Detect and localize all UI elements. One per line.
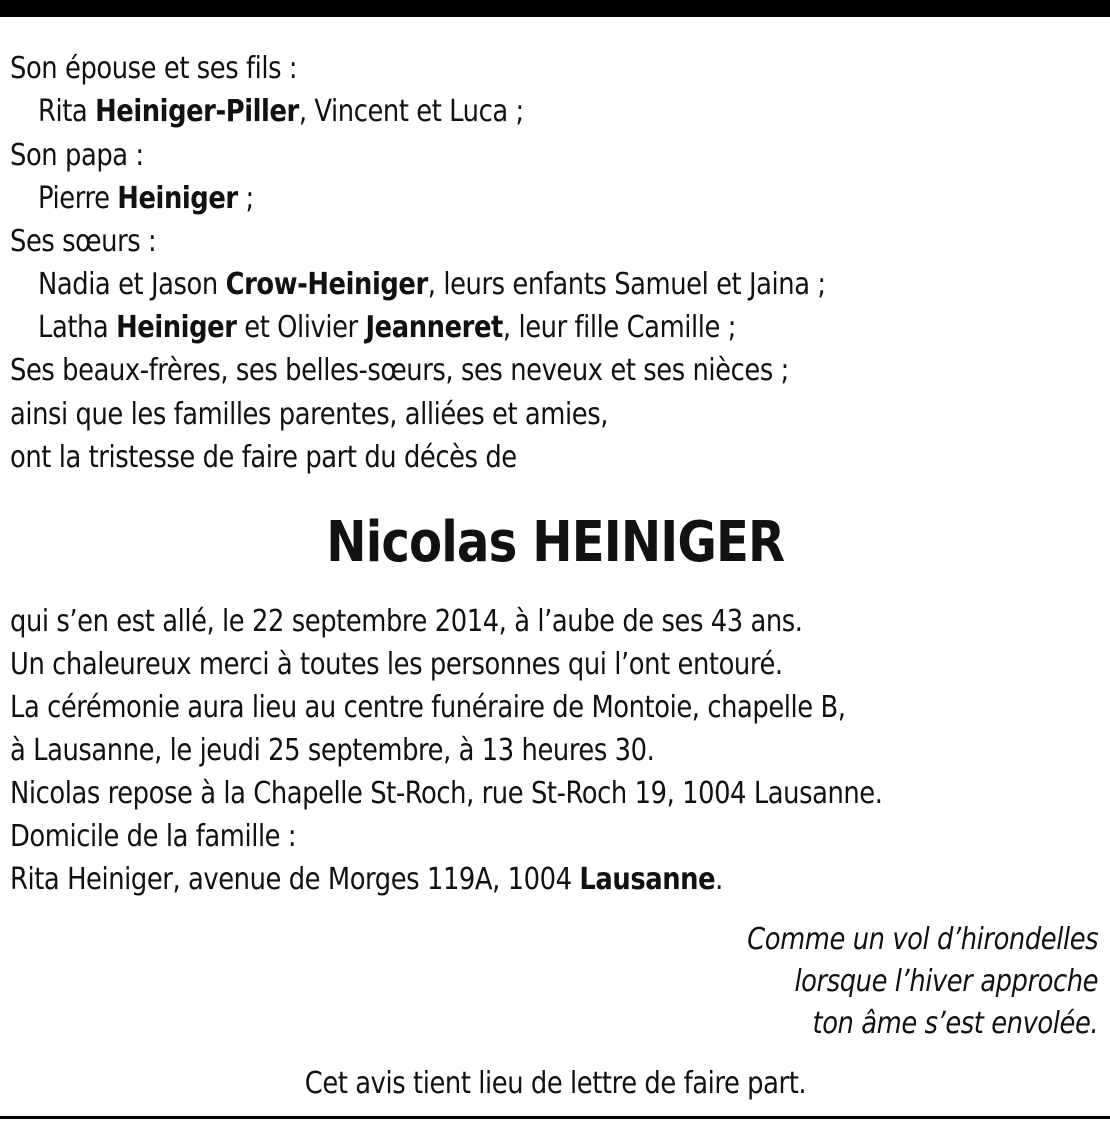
- sisters-heading: Ses sœurs :: [10, 224, 157, 259]
- bottom-rule: [0, 1116, 1110, 1119]
- father-line: [38, 181, 254, 217]
- wife-heading: Son épouse et ses fils :: [10, 51, 298, 86]
- sister2-line: [38, 310, 736, 346]
- closing-note: [0, 1066, 1110, 1102]
- deceased-name: [0, 508, 1110, 578]
- sister1-first: Nadia et Jason: [38, 267, 218, 302]
- families-line: ainsi que les familles parentes, alliées et amies,: [10, 397, 608, 432]
- announce-line: ont la tristesse de faire part du décès de: [10, 440, 517, 475]
- address-city: Lausanne: [579, 862, 716, 897]
- sister1-line: [38, 267, 826, 303]
- poem-line-1: Comme un vol d’hirondelles: [746, 922, 1098, 957]
- sister2-mid: et Olivier: [236, 310, 366, 345]
- top-rule: [0, 0, 1110, 17]
- sister1-rest: , leurs enfants Samuel et Jaina ;: [427, 267, 826, 302]
- address-text: Rita Heiniger, avenue de Morges 119A, 1004: [10, 862, 580, 897]
- wife-line: [38, 94, 524, 130]
- ceremony-line-2: à Lausanne, le jeudi 25 septembre, à 13 heures 30.: [10, 733, 655, 768]
- address-line: [10, 862, 723, 898]
- deceased-name-text: Nicolas HEINIGER: [325, 510, 784, 575]
- sister2-surname2: Jeanneret: [365, 310, 503, 345]
- domicile-heading: Domicile de la famille :: [10, 819, 297, 854]
- inlaws-line: Ses beaux-frères, ses belles-sœurs, ses neveux et ses nièces ;: [10, 353, 789, 388]
- father-rest: ;: [237, 181, 254, 216]
- sister1-surname: Crow-Heiniger: [225, 267, 428, 302]
- father-surname: Heiniger: [117, 181, 238, 216]
- thanks-line: Un chaleureux merci à toutes les personnes qui l’ont entouré.: [10, 647, 783, 682]
- sister2-surname: Heiniger: [116, 310, 237, 345]
- closing-note-text: Cet avis tient lieu de lettre de faire part.: [304, 1066, 806, 1101]
- wife-surname: Heiniger-Piller: [95, 94, 299, 129]
- sister2-first: Latha: [38, 310, 109, 345]
- wife-rest: , Vincent et Luca ;: [298, 94, 524, 129]
- death-line: qui s’en est allé, le 22 septembre 2014, à l’aube de ses 43 ans.: [10, 604, 803, 639]
- poem-line-2: lorsque l’hiver approche: [794, 964, 1098, 999]
- rest-line: Nicolas repose à la Chapelle St-Roch, rue St-Roch 19, 1004 Lausanne.: [10, 776, 883, 811]
- poem-line-3: ton âme s’est envolée.: [812, 1006, 1098, 1041]
- ceremony-line-1: La cérémonie aura lieu au centre funéraire de Montoie, chapelle B,: [10, 690, 846, 725]
- wife-first: Rita: [38, 94, 88, 129]
- address-end: .: [715, 862, 723, 897]
- father-heading: Son papa :: [10, 138, 144, 173]
- father-first: Pierre: [38, 181, 110, 216]
- sister2-rest: , leur fille Camille ;: [502, 310, 736, 345]
